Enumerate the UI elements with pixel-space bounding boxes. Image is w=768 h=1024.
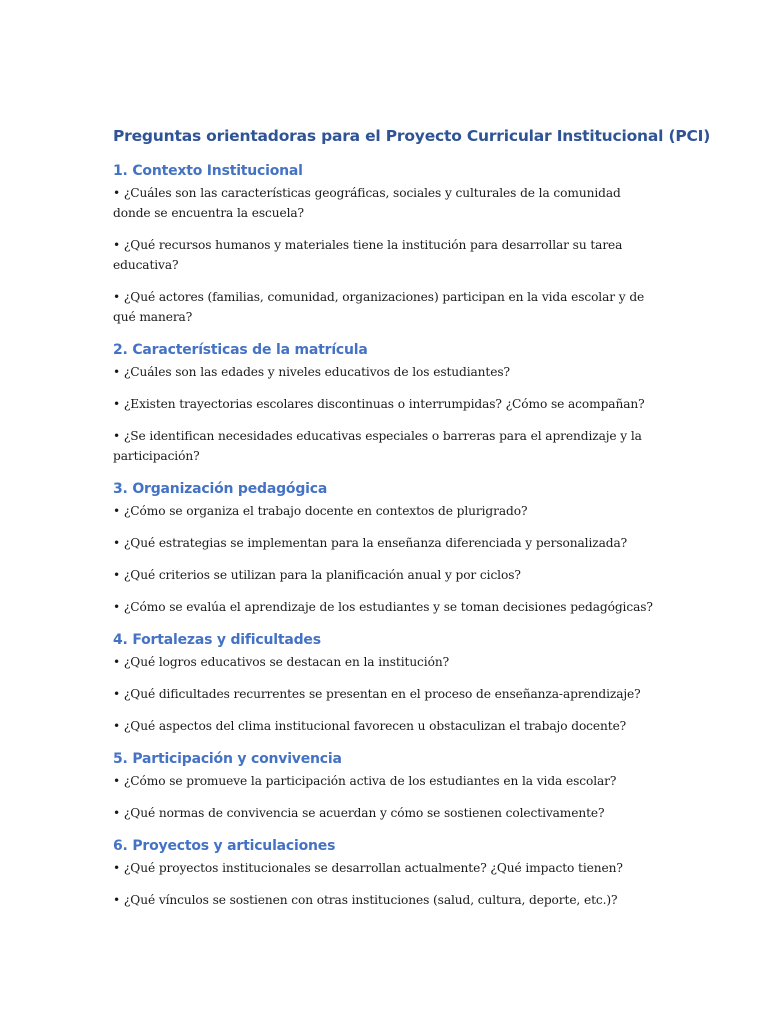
question-item: • ¿Qué logros educativos se destacan en la institución? [113, 655, 450, 669]
question-item: • ¿Se identifican necesidades educativas especiales o barreras para el aprendizaje y la participación? [113, 429, 642, 463]
section-participacion-convivencia [113, 748, 658, 823]
question-item: • ¿Qué recursos humanos y materiales tiene la institución para desarrollar su tarea educativa? [113, 238, 623, 272]
section-caracteristicas-matricula [113, 339, 658, 466]
section-fortalezas-dificultades [113, 629, 658, 736]
section-contexto-institucional [113, 160, 658, 327]
question-item: • ¿Qué estrategias se implementan para la enseñanza diferenciada y personalizada? [113, 536, 628, 550]
question-item: • ¿Qué normas de convivencia se acuerdan y cómo se sostienen colectivamente? [113, 806, 605, 820]
section-heading: 3. Organización pedagógica [113, 481, 328, 497]
document-content [113, 124, 711, 922]
question-item: • ¿Qué criterios se utilizan para la planificación anual y por ciclos? [113, 568, 521, 582]
section-heading: 6. Proyectos y articulaciones [113, 838, 336, 854]
question-item: • ¿Qué dificultades recurrentes se presentan en el proceso de enseñanza-aprendizaje? [113, 687, 641, 701]
document-title: Preguntas orientadoras para el Proyecto Curricular Institucional (PCI) [113, 127, 711, 145]
question-item: • ¿Cómo se promueve la participación activa de los estudiantes en la vida escolar? [113, 774, 617, 788]
section-organizacion-pedagogica [113, 478, 658, 617]
question-item: • ¿Qué vínculos se sostienen con otras instituciones (salud, cultura, deporte, etc.)? [113, 893, 618, 907]
section-heading: 2. Características de la matrícula [113, 342, 368, 358]
question-item: • ¿Cuáles son las características geográficas, sociales y culturales de la comunidad donde se encuentra la escuela? [113, 186, 621, 220]
question-item: • ¿Qué proyectos institucionales se desarrollan actualmente? ¿Qué impacto tienen? [113, 861, 623, 875]
section-heading: 4. Fortalezas y dificultades [113, 632, 321, 648]
section-heading: 5. Participación y convivencia [113, 751, 342, 767]
question-item: • ¿Cómo se evalúa el aprendizaje de los estudiantes y se toman decisiones pedagógicas? [113, 600, 653, 614]
section-proyectos-articulaciones [113, 835, 658, 910]
question-item: • ¿Qué aspectos del clima institucional favorecen u obstaculizan el trabajo docente? [113, 719, 627, 733]
question-item: • ¿Existen trayectorias escolares discontinuas o interrumpidas? ¿Cómo se acompañan? [113, 397, 645, 411]
section-heading: 1. Contexto Institucional [113, 163, 303, 179]
question-item: • ¿Cómo se organiza el trabajo docente en contextos de plurigrado? [113, 504, 528, 518]
question-item: • ¿Cuáles son las edades y niveles educativos de los estudiantes? [113, 365, 510, 379]
question-item: • ¿Qué actores (familias, comunidad, organizaciones) participan en la vida escolar y de qué manera? [113, 290, 645, 324]
